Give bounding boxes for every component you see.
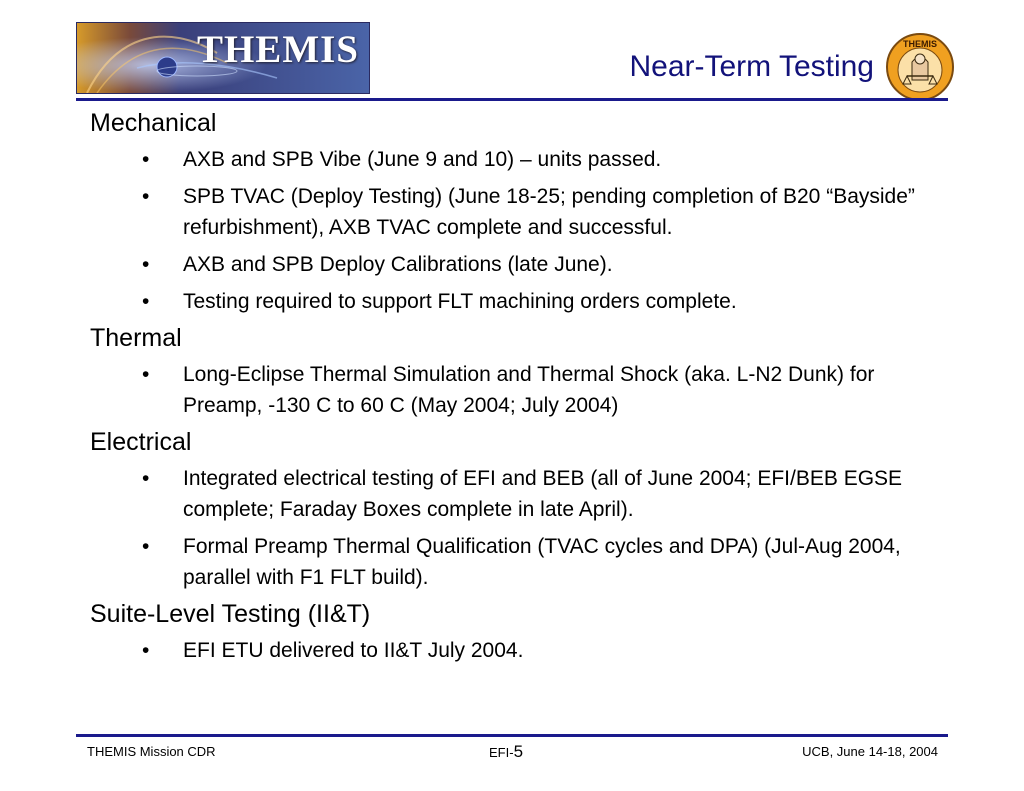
bullet-item [90,635,940,666]
section-heading: Suite-Level Testing (II&T) [90,600,371,628]
bullet-item [90,286,940,317]
page-title: Near-Term Testing [629,50,874,83]
bullet-mark: • [142,535,150,558]
bullet-item [90,249,940,280]
bullet-item [90,144,940,175]
bullet-mark: • [142,290,150,313]
badge-text: THEMIS [902,39,938,49]
bullet-text: AXB and SPB Deploy Calibrations (late June). [183,253,613,276]
footer-prefix: EFI- [489,745,514,760]
bullet-list [90,144,940,317]
banner-logo-text: THEMIS [196,28,359,71]
themis-badge-logo [885,32,955,102]
section-heading: Electrical [90,428,192,456]
bullet-list [90,463,940,593]
bullet-item [90,181,940,243]
bullet-mark: • [142,253,150,276]
bullet-mark: • [142,363,150,386]
themis-banner-logo [76,22,370,94]
section-heading: Thermal [90,324,182,352]
bullet-item [90,531,940,593]
section-heading: Mechanical [90,109,217,137]
footer-divider [76,734,948,737]
bullet-mark: • [142,148,150,171]
bullet-list [90,359,940,421]
bullet-item [90,463,940,525]
bullet-text: Testing required to support FLT machining orders complete. [183,290,737,313]
bullet-text: AXB and SPB Vibe (June 9 and 10) – units passed. [183,148,662,171]
footer-right-text: UCB, June 14-18, 2004 [802,744,938,759]
header-divider [76,98,948,101]
bullet-item [90,359,940,421]
bullet-mark: • [142,639,150,662]
page-number: 5 [513,742,524,761]
footer-page-indicator [489,742,523,762]
bullet-text: Long-Eclipse Thermal Simulation and Thermal Shock (aka. L-N2 Dunk) for Preamp, -130 C to 60 C (May 2004; July 2004) [183,363,875,417]
bullet-text: Formal Preamp Thermal Qualification (TVAC cycles and DPA) (Jul-Aug 2004, parallel with F1 FLT build). [183,535,901,589]
bullet-mark: • [142,185,150,208]
footer-left-text: THEMIS Mission CDR [87,744,216,759]
badge-art [885,32,955,102]
bullet-text: SPB TVAC (Deploy Testing) (June 18-25; pending completion of B20 “Bayside” refurbishment), AXB TVAC complete and successful. [183,185,915,239]
slide-body [90,104,940,672]
bullet-mark: • [142,467,150,490]
bullet-text: Integrated electrical testing of EFI and BEB (all of June 2004; EFI/BEB EGSE complete; Faraday Boxes complete in late April). [183,467,903,521]
bullet-list [90,635,940,666]
bullet-text: EFI ETU delivered to II&T July 2004. [183,639,524,662]
